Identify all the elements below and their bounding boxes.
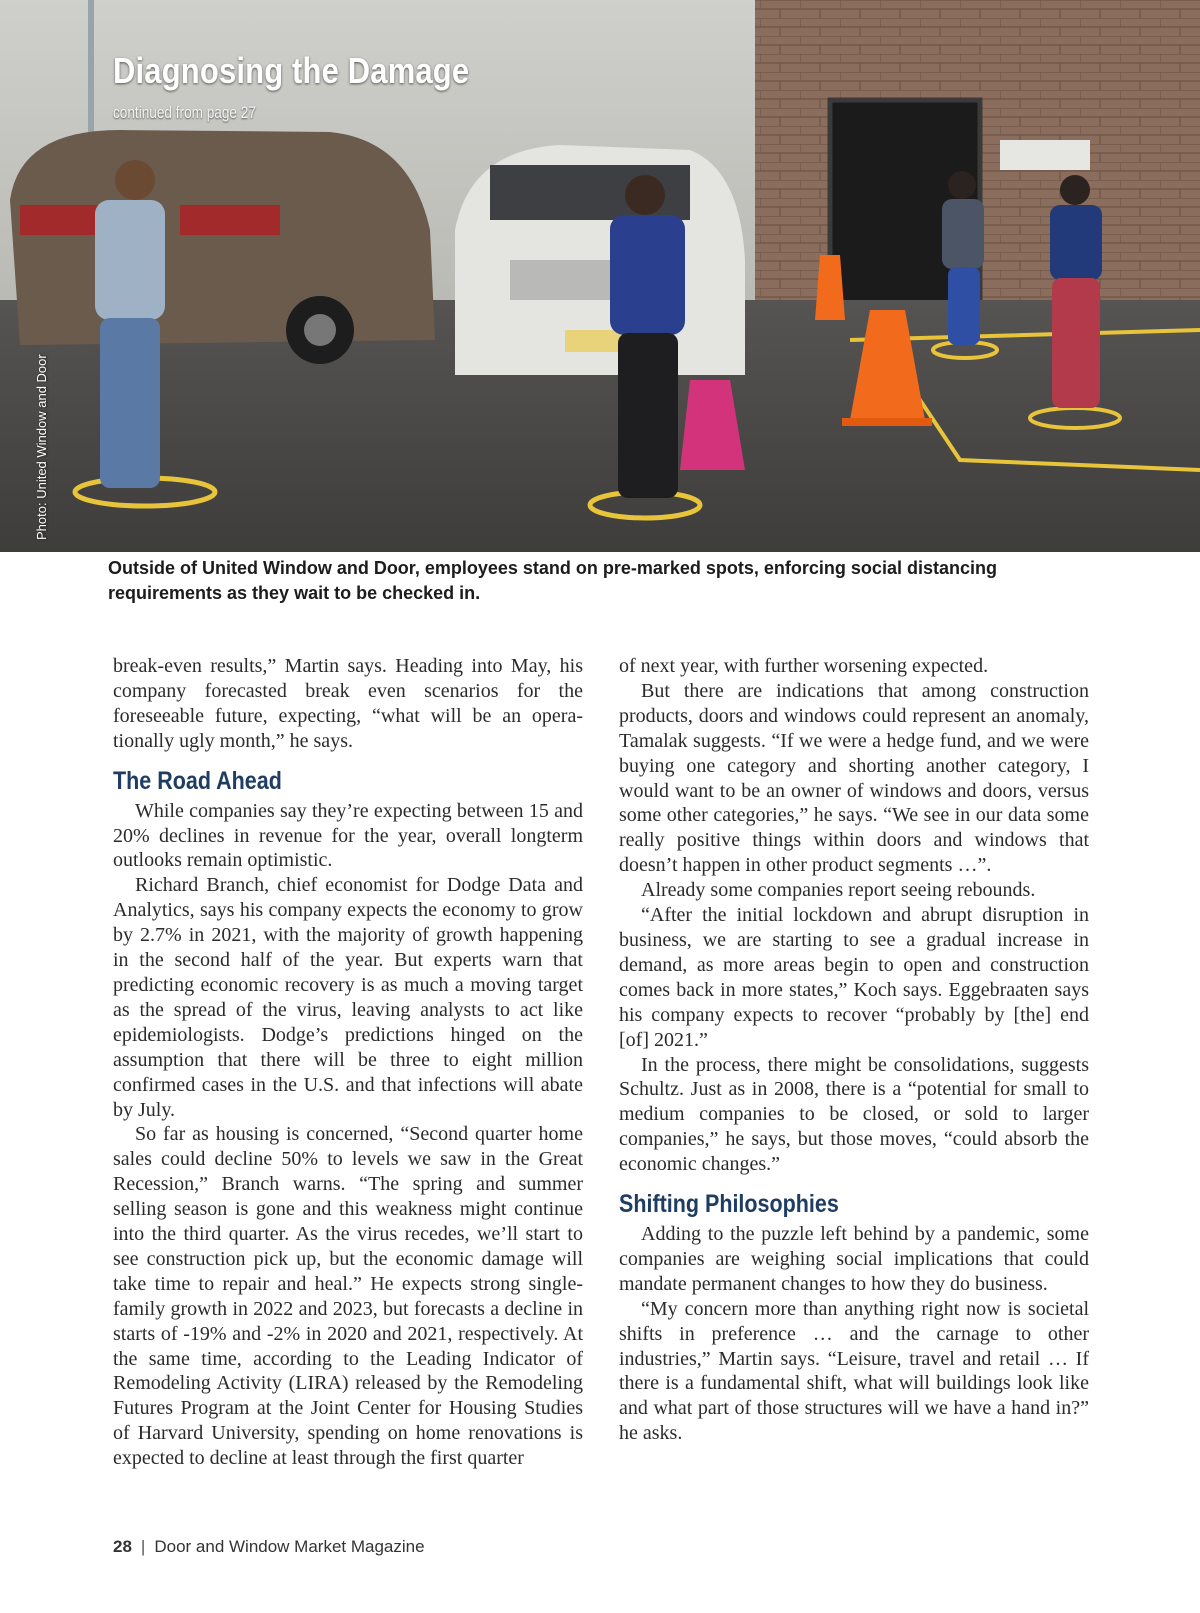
paragraph: But there are indications that among construction products, doors and windows could represent an anomaly, Tamalak suggests. “If we were a hedge fund, and we were buying one category and shorting another category, I would want to be an owner of windows and doors, versus some other categories,” he says. “We see in our data some really positive things within doors and windows that doesn’t happen in other product segments …”. — [619, 679, 1089, 877]
right-column — [619, 654, 1089, 1446]
section-heading: Shifting Philosophies — [619, 1190, 839, 1219]
paragraph: Already some companies report seeing rebounds. — [641, 879, 1036, 902]
paragraph: Richard Branch, chief economist for Dodge Data and Analytics, says his company expects the economy to grow by 2.7% in 2021, with the majority of growth happening in the second half of the year. But experts warn that predicting economic recovery is as much a moving target as the spread of the virus, leaving analysts to act like epidemiologists. Dodge’s predictions hinged on the assumption that there will be three to eight million confirmed cases in the U.S. and that infections will abate by July. — [113, 874, 583, 1121]
paragraph: of next year, with further worsening expected. — [619, 655, 989, 677]
page-footer — [113, 1537, 425, 1557]
publication-name: Door and Window Market Magazine — [154, 1537, 425, 1556]
paragraph: “My concern more than anything right now is societal shifts in preference … and the carnage to other industries,” Martin says. “Leisure, travel and retail … If there is a fundamental shift, what will buildings look like and what part of those structures will we have a hand in?” he asks. — [619, 1297, 1089, 1445]
feature-photo — [0, 0, 1200, 552]
paragraph: break-even results,” Martin says. Heading into May, his company forecasted break even scenarios for the foreseeable future, expecting, “what will be an operationally ugly month,” he says. — [113, 655, 583, 752]
left-column — [113, 654, 583, 1471]
paragraph: So far as housing is concerned, “Second quarter home sales could decline 50% to levels we saw in the Great Recession,” Branch warns. “The spring and summer selling season is gone and this weakness might continue into the third quarter. As the virus recedes, we’ll start to see construction pick up, but the economic damage will take time to repair and heal.” He expects strong single-family growth in 2022 and 2023, but forecasts a decline in starts of -19% and -2% in 2020 and 2021, respectively. At the same time, according to the Leading Indicator of Remodeling Activity (LIRA) released by the Remodeling Futures Program at the Joint Center for Housing Studies of Harvard University, spending on home renovations is expected to decline at least through the first quarter — [113, 1123, 583, 1470]
footer-separator: | — [140, 1537, 146, 1556]
photo-caption: Outside of United Window and Door, employees stand on pre-marked spots, enforcing social distancing requirements as they wait to be checked in. — [108, 558, 997, 603]
section-heading: The Road Ahead — [113, 766, 282, 795]
continued-from-note: continued from page 27 — [113, 103, 256, 122]
page-number: 28 — [113, 1537, 132, 1556]
paragraph: Adding to the puzzle left behind by a pandemic, some companies are weighing social implications that could mandate permanent changes to how they do business. — [619, 1223, 1089, 1295]
paragraph: In the process, there might be consolidations, suggests Schultz. Just as in 2008, there is a “potential for small to medium companies to be closed, or sold to larger companies,” he says, but those moves, “could absorb the economic changes.” — [619, 1053, 1089, 1176]
article-headline: Diagnosing the Damage — [113, 50, 470, 91]
paragraph: While companies say they’re expecting between 15 and 20% declines in revenue for the year, overall longterm outlooks remain optimistic. — [113, 799, 583, 872]
photo-credit: Photo: United Window and Door — [34, 354, 49, 540]
paragraph: “After the initial lockdown and abrupt disruption in business, we are starting to see a gradual increase in demand, as more areas begin to open and construction comes back in more states,” Koch says. Eggebraaten says his company expects to recover “probably by [the] end [of] 2021.” — [619, 904, 1089, 1051]
